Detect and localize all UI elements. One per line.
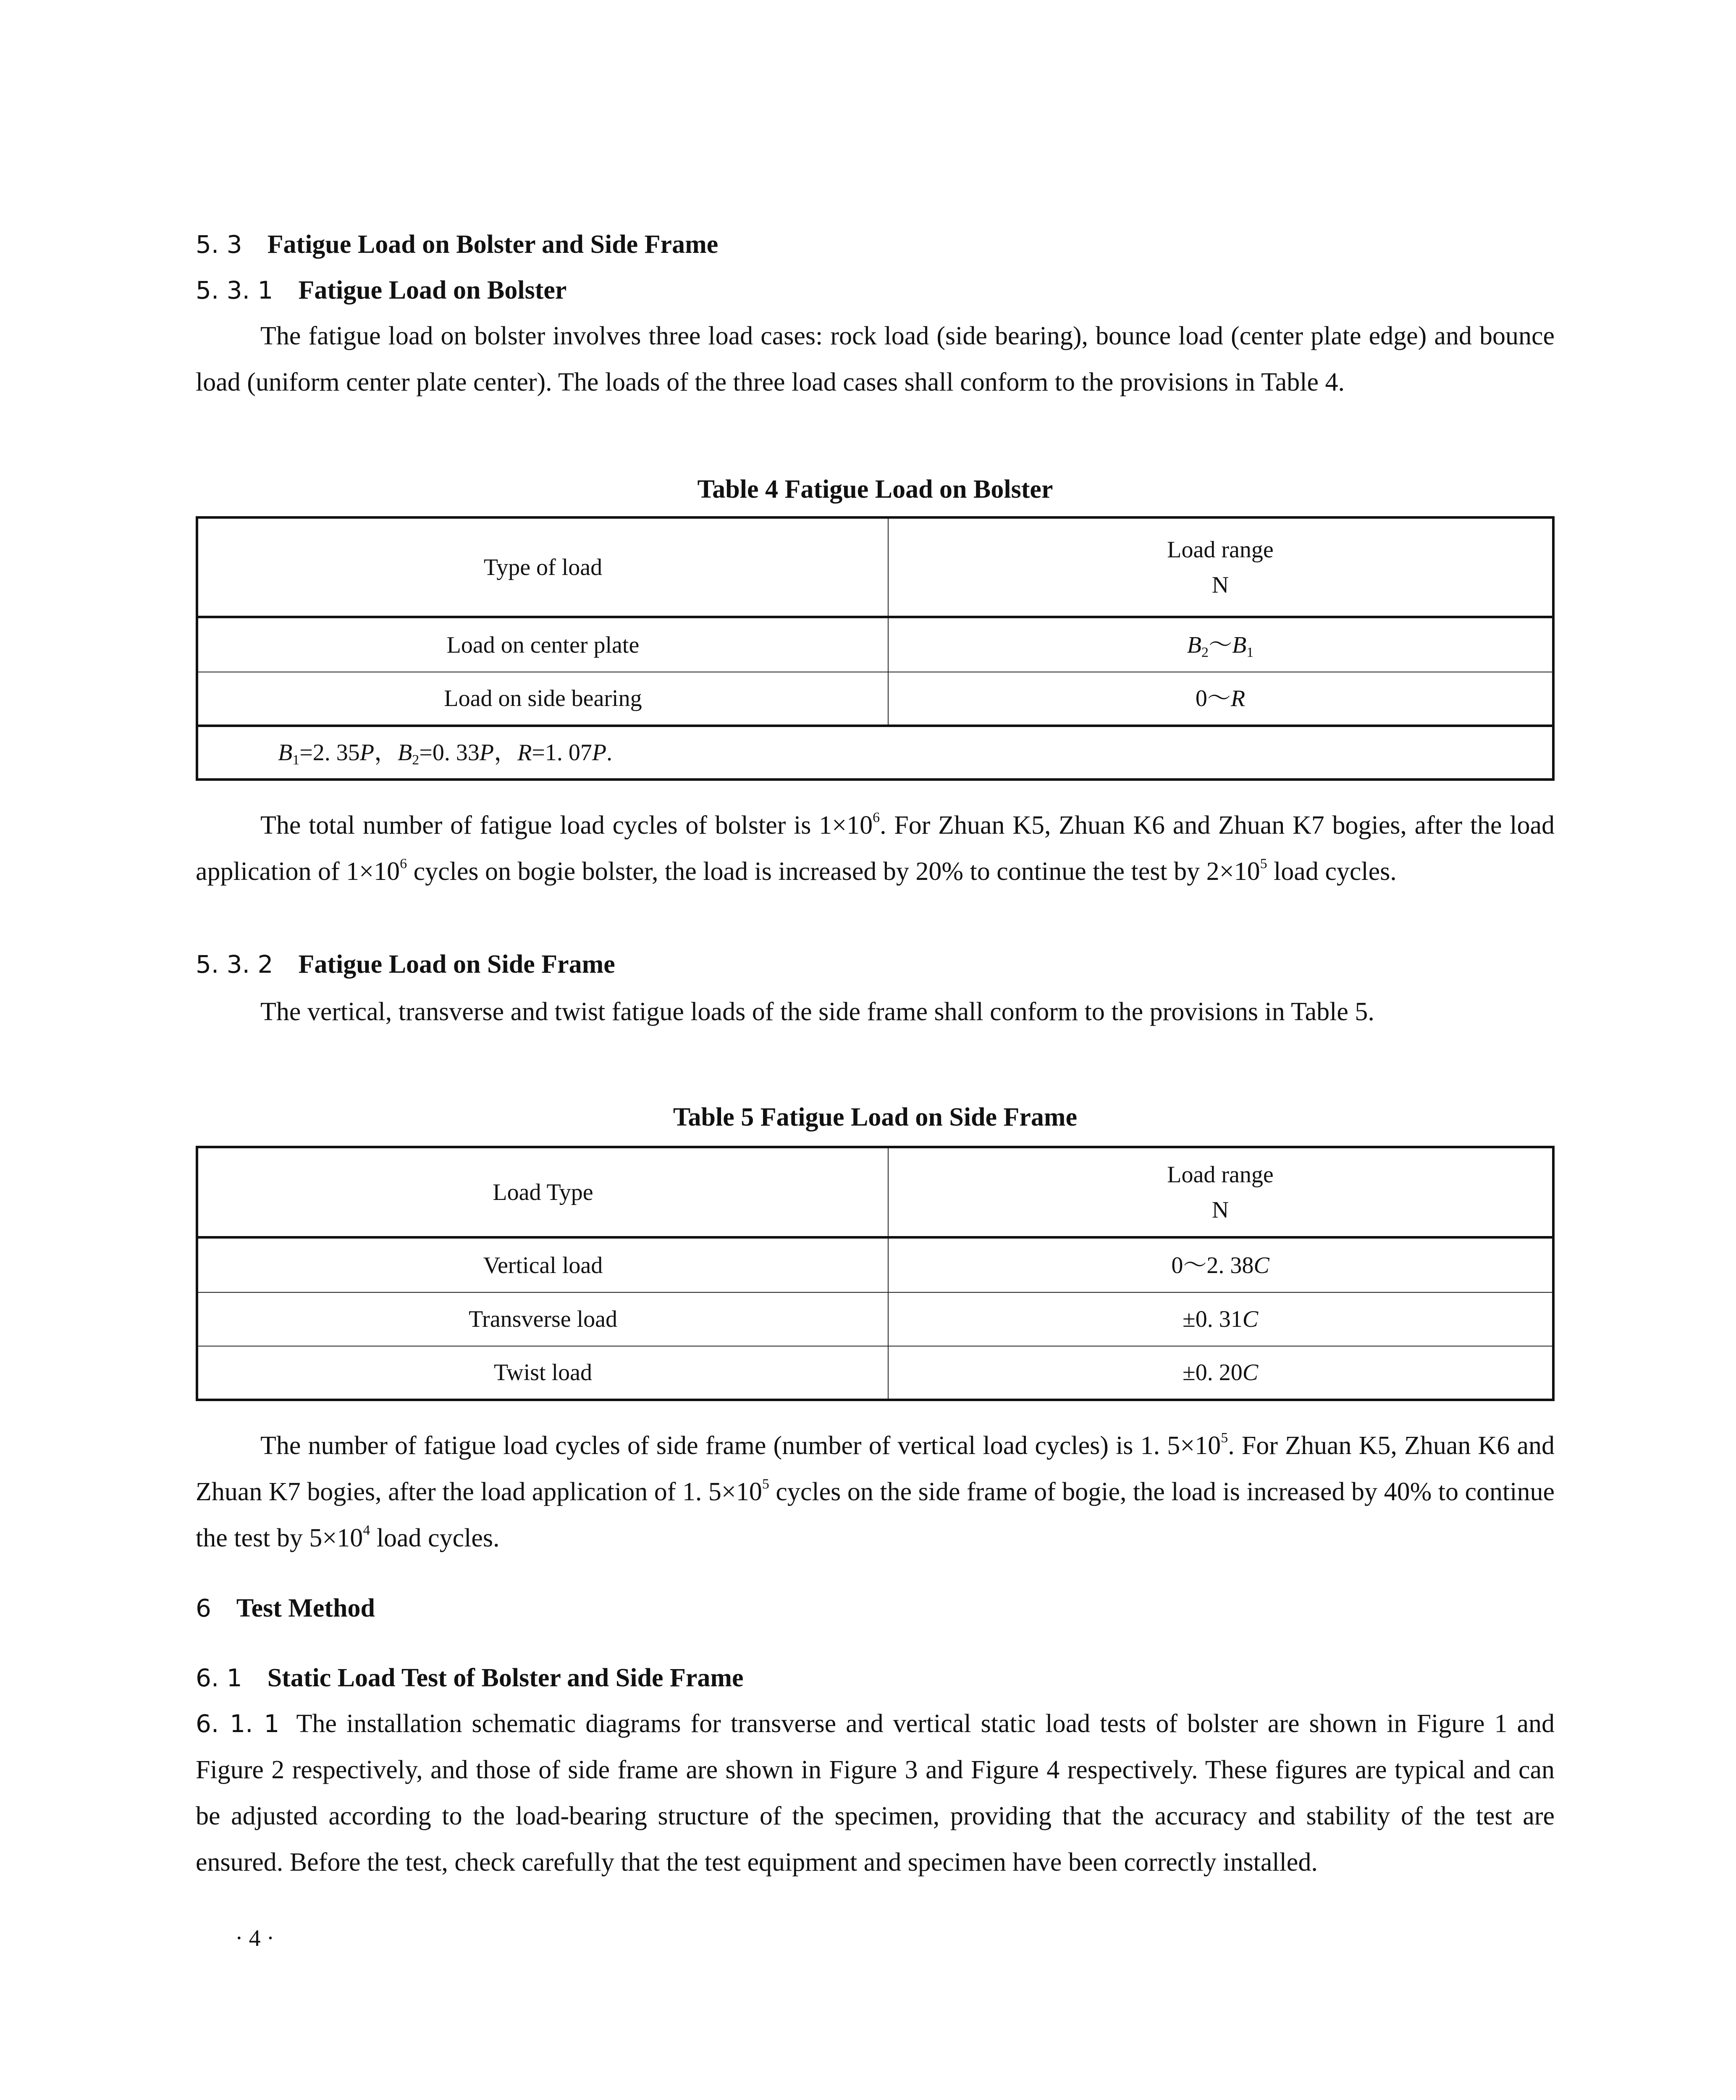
table-5-header-range: Load range N <box>888 1147 1553 1237</box>
table-cell: $B_2\sim B_1$ <box>888 617 1553 672</box>
table-cell: Load on center plate <box>197 617 888 672</box>
heading-5-3-1: 5. 3. 1 Fatigue Load on Bolster <box>196 276 567 304</box>
paragraph-bolster-load: The fatigue load on bolster involves three load cases: rock load (side bearing), bounce load (center plate edge) and bounce load (uniform center plate center). The loads of the three load cases shall conform to the provisions in Table 4. <box>196 322 1555 396</box>
table-4-header-range: Load range N <box>888 517 1553 617</box>
table-cell: Transverse load <box>197 1292 888 1346</box>
paragraph-side-frame-cycles: The number of fatigue load cycles of side frame (number of vertical load cycles) is 1. $5\times 10^5$. For Zhuan K5, Zhuan K6 and Zhuan K7 bogies, after the load application of 1. $5\times 10^5$ cycles on the side frame of bogie, the load is increased by 40% to continue the test by $5\times 10^4$ load cycles. <box>196 1430 1555 1552</box>
table-5-caption: Table 5 Fatigue Load on Side Frame <box>673 1103 1078 1131</box>
heading-6-1: 6. 1 Static Load Test of Bolster and Side Frame <box>196 1664 744 1692</box>
paragraph-6-1-1: 6. 1. 1 The installation schematic diagrams for transverse and vertical static load tests of bolster are shown in Figure 1 and Figure 2 respectively, and those of side frame are shown in Figure 3 and Figure 4 respectively. These figures are typical and can be adjusted according to the load-bearing structure of the specimen, providing that the accuracy and stability of the test are ensured. Before the test, check carefully that the test equipment and specimen have been correctly installed. <box>196 1709 1555 1877</box>
table-cell: Twist load <box>197 1346 888 1400</box>
heading-5-3-2: 5. 3. 2 Fatigue Load on Side Frame <box>196 950 615 979</box>
paragraph-bolster-cycles: The total number of fatigue load cycles of bolster is $1\times 10^6$. For Zhuan K5, Zhuan K6 and Zhuan K7 bogies, after the load application of $1\times 10^6$ cycles on bogie bolster, the load is increased by 20% to continue the test by $2\times 10^5$ load cycles. <box>196 810 1555 886</box>
table-4 <box>196 516 1555 781</box>
table-cell: ±0. 31C <box>888 1292 1553 1346</box>
table-cell: 0～R <box>888 672 1553 726</box>
table-4-caption: Table 4 Fatigue Load on Bolster <box>697 475 1053 504</box>
table-4-note: $B_1=2$. 35P，$B_2=0$. 33P，R=1. 07P. <box>197 726 1553 780</box>
table-5 <box>196 1146 1555 1401</box>
heading-5-3: 5. 3 Fatigue Load on Bolster and Side Frame <box>196 230 719 259</box>
table-5-header-type: Load Type <box>197 1147 888 1237</box>
page-number: · 4 · <box>235 1925 275 1951</box>
table-cell: Vertical load <box>197 1237 888 1292</box>
table-cell: Load on side bearing <box>197 672 888 726</box>
heading-6: 6 Test Method <box>196 1594 375 1622</box>
table-cell: 0～2. 38C <box>888 1237 1553 1292</box>
table-cell: ±0. 20C <box>888 1346 1553 1400</box>
paragraph-side-frame-load: The vertical, transverse and twist fatigue loads of the side frame shall conform to the provisions in Table 5. <box>260 998 1374 1026</box>
table-4-header-type: Type of load <box>197 517 888 617</box>
